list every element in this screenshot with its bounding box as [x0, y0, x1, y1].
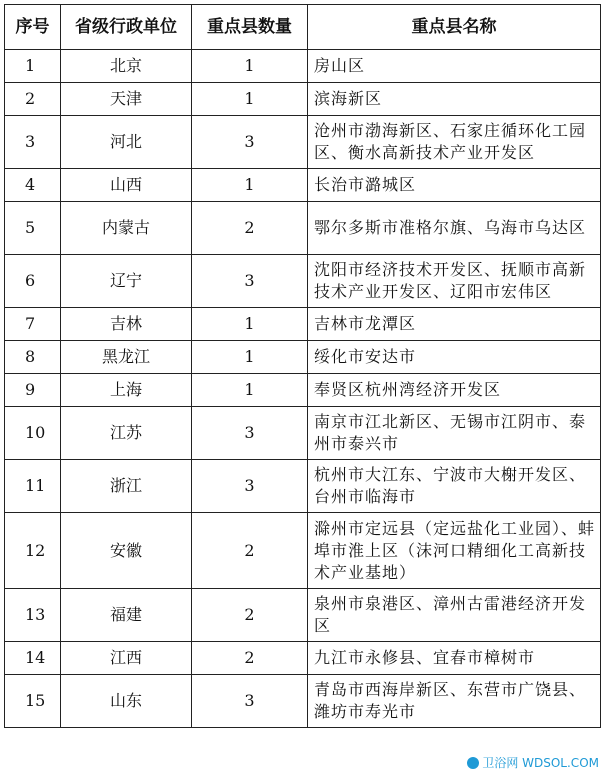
- serial-cell: 9: [5, 374, 61, 407]
- province-cell: 江苏: [61, 407, 192, 460]
- serial-cell: 4: [5, 169, 61, 202]
- province-cell: 山东: [61, 675, 192, 728]
- serial-cell: 15: [5, 675, 61, 728]
- serial-cell: 12: [5, 513, 61, 589]
- serial-cell: 1: [5, 50, 61, 83]
- names-cell: 绥化市安达市: [308, 341, 601, 374]
- names-cell: 沧州市渤海新区、石家庄循环化工园区、衡水高新技术产业开发区: [308, 116, 601, 169]
- count-cell: 3: [192, 407, 308, 460]
- province-cell: 山西: [61, 169, 192, 202]
- names-cell: 鄂尔多斯市准格尔旗、乌海市乌达区: [308, 202, 601, 255]
- header-names: 重点县名称: [308, 5, 601, 50]
- province-cell: 江西: [61, 642, 192, 675]
- table-row: [5, 513, 601, 589]
- serial-cell: 14: [5, 642, 61, 675]
- table-row: [5, 460, 601, 513]
- table-row: [5, 341, 601, 374]
- province-cell: 河北: [61, 116, 192, 169]
- table-body: [5, 50, 601, 728]
- key-county-table: [4, 4, 601, 728]
- serial-cell: 6: [5, 255, 61, 308]
- count-cell: 2: [192, 642, 308, 675]
- watermark: [464, 753, 602, 772]
- serial-cell: 5: [5, 202, 61, 255]
- table-row: [5, 374, 601, 407]
- table-row: [5, 255, 601, 308]
- province-cell: 福建: [61, 589, 192, 642]
- names-cell: 泉州市泉港区、漳州古雷港经济开发区: [308, 589, 601, 642]
- table-row: [5, 116, 601, 169]
- table-row: [5, 675, 601, 728]
- table-header-row: [5, 5, 601, 50]
- table-row: [5, 83, 601, 116]
- count-cell: 1: [192, 374, 308, 407]
- serial-cell: 2: [5, 83, 61, 116]
- logo-icon: [467, 757, 479, 769]
- serial-cell: 3: [5, 116, 61, 169]
- watermark-text: 卫浴网 WDSOL.COM: [482, 756, 599, 770]
- names-cell: 长治市潞城区: [308, 169, 601, 202]
- header-province: 省级行政单位: [61, 5, 192, 50]
- names-cell: 吉林市龙潭区: [308, 308, 601, 341]
- names-cell: 沈阳市经济技术开发区、抚顺市高新技术产业开发区、辽阳市宏伟区: [308, 255, 601, 308]
- names-cell: 房山区: [308, 50, 601, 83]
- province-cell: 上海: [61, 374, 192, 407]
- count-cell: 3: [192, 675, 308, 728]
- count-cell: 3: [192, 460, 308, 513]
- names-cell: 南京市江北新区、无锡市江阴市、泰州市泰兴市: [308, 407, 601, 460]
- count-cell: 1: [192, 169, 308, 202]
- table-row: [5, 642, 601, 675]
- count-cell: 1: [192, 341, 308, 374]
- serial-cell: 10: [5, 407, 61, 460]
- province-cell: 辽宁: [61, 255, 192, 308]
- count-cell: 3: [192, 116, 308, 169]
- count-cell: 2: [192, 589, 308, 642]
- names-cell: 九江市永修县、宜春市樟树市: [308, 642, 601, 675]
- serial-cell: 13: [5, 589, 61, 642]
- province-cell: 内蒙古: [61, 202, 192, 255]
- count-cell: 3: [192, 255, 308, 308]
- header-serial: 序号: [5, 5, 61, 50]
- table-row: [5, 407, 601, 460]
- header-count: 重点县数量: [192, 5, 308, 50]
- table-row: [5, 50, 601, 83]
- count-cell: 1: [192, 50, 308, 83]
- names-cell: 滨海新区: [308, 83, 601, 116]
- province-cell: 天津: [61, 83, 192, 116]
- count-cell: 2: [192, 202, 308, 255]
- province-cell: 北京: [61, 50, 192, 83]
- serial-cell: 7: [5, 308, 61, 341]
- table-row: [5, 169, 601, 202]
- names-cell: 杭州市大江东、宁波市大榭开发区、台州市临海市: [308, 460, 601, 513]
- count-cell: 2: [192, 513, 308, 589]
- names-cell: 滁州市定远县（定远盐化工业园）、蚌埠市淮上区（沫河口精细化工高新技术产业基地）: [308, 513, 601, 589]
- province-cell: 安徽: [61, 513, 192, 589]
- names-cell: 青岛市西海岸新区、东营市广饶县、潍坊市寿光市: [308, 675, 601, 728]
- table-row: [5, 202, 601, 255]
- table-row: [5, 589, 601, 642]
- table-row: [5, 308, 601, 341]
- province-cell: 黑龙江: [61, 341, 192, 374]
- province-cell: 吉林: [61, 308, 192, 341]
- serial-cell: 11: [5, 460, 61, 513]
- serial-cell: 8: [5, 341, 61, 374]
- names-cell: 奉贤区杭州湾经济开发区: [308, 374, 601, 407]
- count-cell: 1: [192, 308, 308, 341]
- count-cell: 1: [192, 83, 308, 116]
- province-cell: 浙江: [61, 460, 192, 513]
